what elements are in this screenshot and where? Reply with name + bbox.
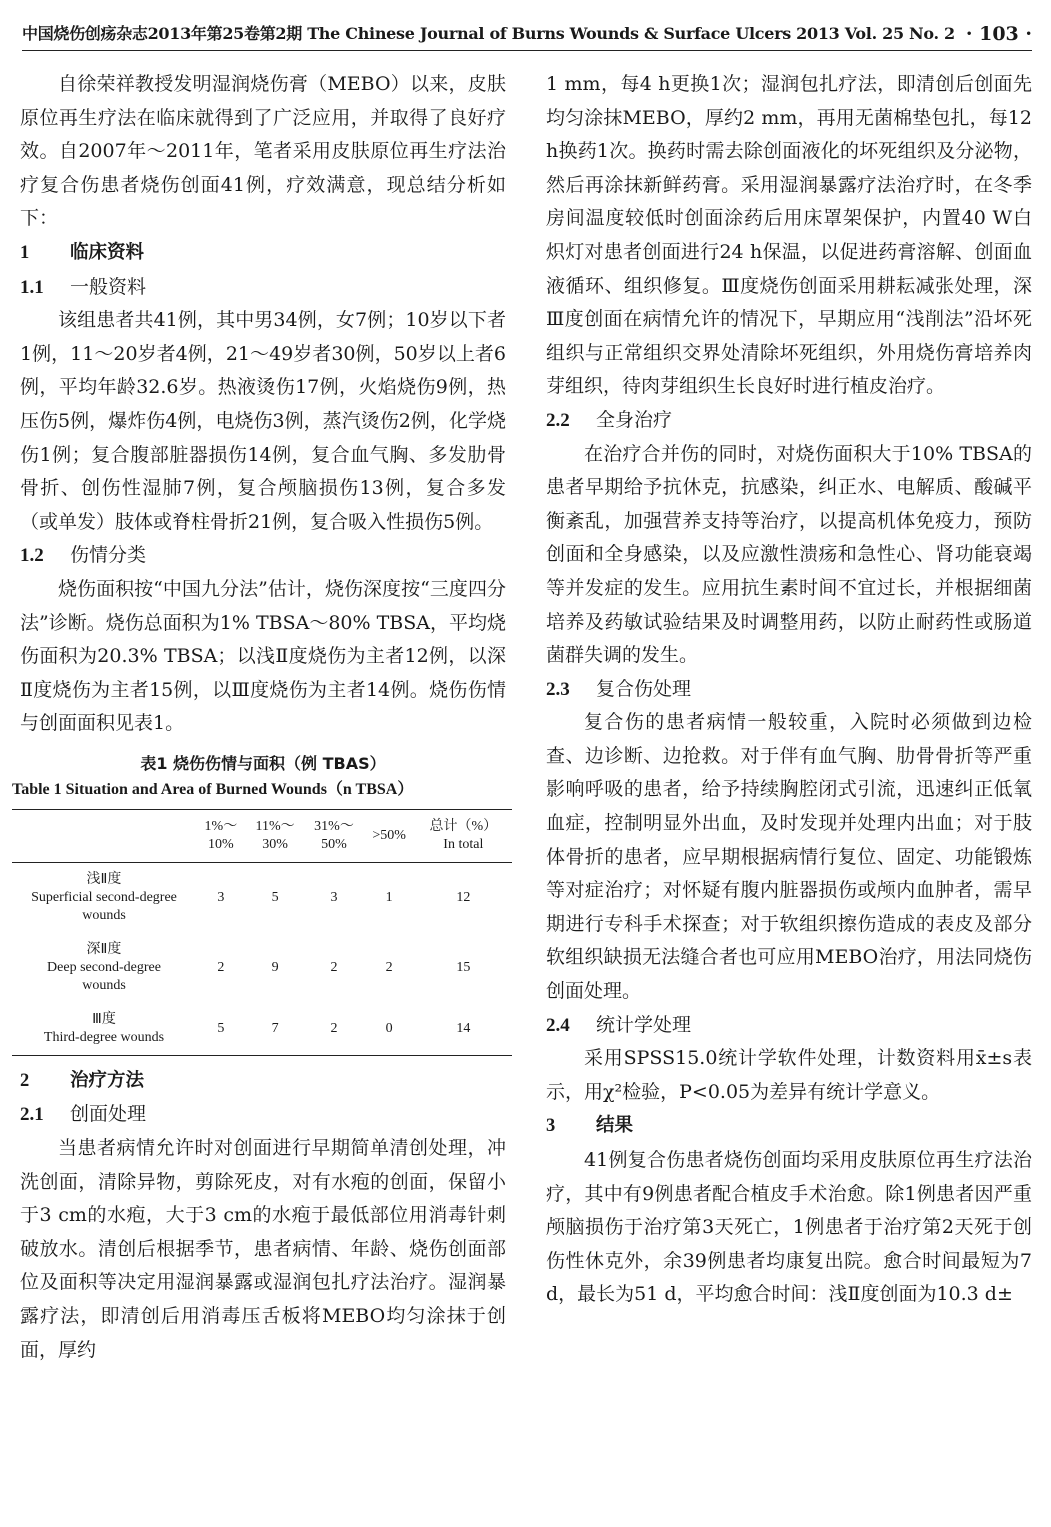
section-2-heading (20, 1064, 506, 1099)
page-number: · 103 · (965, 23, 1032, 45)
table-body (12, 862, 512, 1055)
burn-area-table (12, 809, 512, 1056)
right-column (546, 68, 1032, 1312)
section-2-4-text: 采用SPSS15.0统计学软件处理，计数资料用x̄±s表示，用χ²检验，P<0.05为差异有统计学意义。 (546, 1047, 1032, 1103)
table-cell: 2 (330, 1020, 338, 1036)
table-cell: 3 (330, 889, 338, 905)
table-title-english: Table 1 Situation and Area of Burned Wounds（n TBSA） (12, 780, 414, 798)
section-2-3-text: 复合伤的患者病情一般较重，入院时必须做到边检查、边诊断、边抢救。对于伴有血气胸、肋骨骨折等严重影响呼吸的患者，给予持续胸腔闭式引流，迅速纠正低氧血症，控制明显外出血，及时发现并处理内出血；对于肢体骨折的患者，应早期根据病情行复位、固定、功能锻炼等对症治疗；对怀疑有腹内脏器损伤或颅内血肿者，需早期进行专科手术探查；对于软组织擦伤造成的表皮及部分软组织缺损无法缝合者也可应用MEBO治疗，用法同烧伤创面处理。 (546, 711, 1032, 1003)
left-column (12, 68, 506, 1367)
section-number: 2.2 (546, 409, 570, 431)
section-number: 2.3 (546, 678, 570, 700)
table-cell: 0 (385, 1020, 393, 1036)
table-cell: 2 (330, 959, 338, 975)
table-title-chinese: 表1 烧伤伤情与面积（例 TBAS） (140, 753, 386, 773)
table-header-cell: 11%～ 30% (255, 818, 295, 852)
section-2-2-text: 在治疗合并伤的同时，对烧伤面积大于10% TBSA的患者早期给予抗休克，抗感染，纠正水、电解质、酸碱平衡紊乱，加强营养支持等治疗，以提高机体免疫力，预防创面和全身感染，以及应激性溃疡和急性心、肾功能衰竭等并发症的发生。应用抗生素时间不宜过长，并根据细菌培养及药敏试验结果及时调整用药，以防止耐药性或肠道菌群失调的发生。 (546, 442, 1032, 667)
table-row (12, 933, 512, 1003)
table-cell: 2 (217, 959, 225, 975)
table-cell: 15 (456, 959, 471, 975)
journal-line: 中国烧伤创疡杂志2013年第25卷第2期 The Chinese Journal of Burns Wounds & Surface Ulcers 2013 Vol. 25 No. 2 (22, 24, 955, 43)
section-2-1-text: 当患者病情允许时对创面进行早期简单清创处理，冲洗创面，清除异物，剪除死皮，对有水疱的创面，保留小于3 cm的水疱，大于3 cm的水疱于最低部位用消毒针刺破放水。清创后根据季节，患者病情、年龄、烧伤创面部位及面积等决定用湿润暴露或湿润包扎疗法治疗。湿润暴露疗法，即清创后用消毒压舌板将MEBO均匀涂抹于创面，厚约 (20, 1137, 506, 1361)
section-number: 1.2 (20, 545, 44, 567)
section-2-4-heading (546, 1009, 1032, 1043)
section-title: 伤情分类 (70, 544, 147, 567)
table-cell: 7 (271, 1020, 279, 1036)
table-header-cell: 总计（%） In total (429, 818, 498, 852)
table-header-cell: 31%～ 50% (314, 818, 354, 852)
table-cell: 5 (271, 889, 279, 905)
section-title: 全身治疗 (596, 408, 673, 431)
table-row-label: 浅Ⅱ度 Superficial second-degree wounds (31, 871, 177, 923)
table-row-label: Ⅲ度 Third-degree wounds (43, 1011, 165, 1045)
table-cell: 9 (271, 959, 279, 975)
table-cell: 14 (456, 1020, 471, 1036)
section-number: 1.1 (20, 276, 44, 298)
section-title: 治疗方法 (70, 1069, 145, 1091)
section-1-2-heading (20, 539, 506, 573)
table-cell: 12 (456, 889, 471, 905)
table-header-cell: >50% (372, 827, 406, 843)
section-title: 临床资料 (70, 241, 145, 263)
section-1-heading (20, 236, 506, 271)
section-title: 结果 (596, 1115, 634, 1137)
section-3-text: 41例复合伤患者烧伤创面均采用皮肤原位再生疗法治疗，其中有9例患者配合植皮手术治愈。除1例患者因严重颅脑损伤于治疗第3天死亡，1例患者于治疗第2天死于创伤性休克外，余39例患者均康复出院。愈合时间最短为7 d，最长为51 d，平均愈合时间：浅Ⅱ度创面为10.3 d± (546, 1149, 1032, 1306)
section-1-1-heading (20, 271, 506, 305)
section-2-3-heading (546, 673, 1032, 707)
section-title: 复合伤处理 (596, 677, 692, 700)
section-number: 2.4 (546, 1014, 570, 1036)
section-number: 2.1 (20, 1104, 44, 1126)
section-number: 3 (546, 1116, 556, 1137)
table-header-cell: 1%～ 10% (204, 818, 238, 852)
table-row (12, 862, 512, 933)
table-row (12, 1003, 512, 1056)
table-header-cell (12, 809, 196, 862)
table-cell: 2 (385, 959, 393, 975)
running-header (22, 18, 1032, 51)
table-cell: 3 (217, 889, 225, 905)
table-cell: 1 (385, 889, 393, 905)
section-title: 创面处理 (70, 1103, 147, 1126)
table-row-label: 深Ⅱ度 Deep second-degree wounds (47, 941, 161, 993)
table-cell: 5 (217, 1020, 225, 1036)
table-header-row (12, 809, 512, 862)
section-1-2-text: 烧伤面积按“中国九分法”估计，烧伤深度按“三度四分法”诊断。烧伤总面积为1% TBSA～80% TBSA，平均烧伤面积为20.3% TBSA；以浅Ⅱ度烧伤为主者12例，以深Ⅱ度烧伤为主者15例，以Ⅲ度烧伤为主者14例。烧伤伤情与创面面积见表1。 (20, 577, 506, 735)
intro-paragraph: 自徐荣祥教授发明湿润烧伤膏（MEBO）以来，皮肤原位再生疗法在临床就得到了广泛应用，并取得了良好疗效。自2007年～2011年，笔者采用皮肤原位再生疗法治疗复合伤患者烧伤创面41例，疗效满意，现总结分析如下： (20, 73, 506, 230)
section-title: 一般资料 (70, 275, 147, 298)
section-title: 统计学处理 (596, 1013, 692, 1036)
section-2-2-heading (546, 404, 1032, 438)
section-number: 1 (20, 242, 30, 263)
section-number: 2 (20, 1070, 30, 1091)
section-3-heading (546, 1109, 1032, 1144)
section-2-1-heading (20, 1098, 506, 1132)
section-2-1-continued: 1 mm，每4 h更换1次；湿润包扎疗法，即清创后创面先均匀涂抹MEBO，厚约2 mm，再用无菌棉垫包扎，每12 h换药1次。换药时需去除创面液化的坏死组织及分泌物，然后再涂抹新鲜药膏。采用湿润暴露疗法治疗时，在冬季房间温度较低时创面涂药后用床罩架保护，内置40 W白炽灯对患者创面进行24 h保温，以促进药膏溶解、创面血液循环、组织修复。Ⅲ度烧伤创面采用耕耘减张处理，深Ⅲ度创面在病情允许的情况下，早期应用“浅削法”沿坏死组织与正常组织交界处清除坏死组织，外用烧伤膏培养肉芽组织，待肉芽组织生长良好时进行植皮治疗。 (546, 73, 1032, 398)
section-1-1-text: 该组患者共41例，其中男34例，女7例；10岁以下者1例，11～20岁者4例，21～49岁者30例，50岁以上者6例，平均年龄32.6岁。热液烫伤17例，火焰烧伤9例，热压伤5例，爆炸伤4例，电烧伤3例，蒸汽烫伤2例，化学烧伤1例；复合腹部脏器损伤14例，复合血气胸、多发肋骨骨折、创伤性湿肺7例，复合颅脑损伤13例，复合多发（或单发）肢体或脊柱骨折21例，复合吸入性损伤5例。 (20, 309, 506, 533)
